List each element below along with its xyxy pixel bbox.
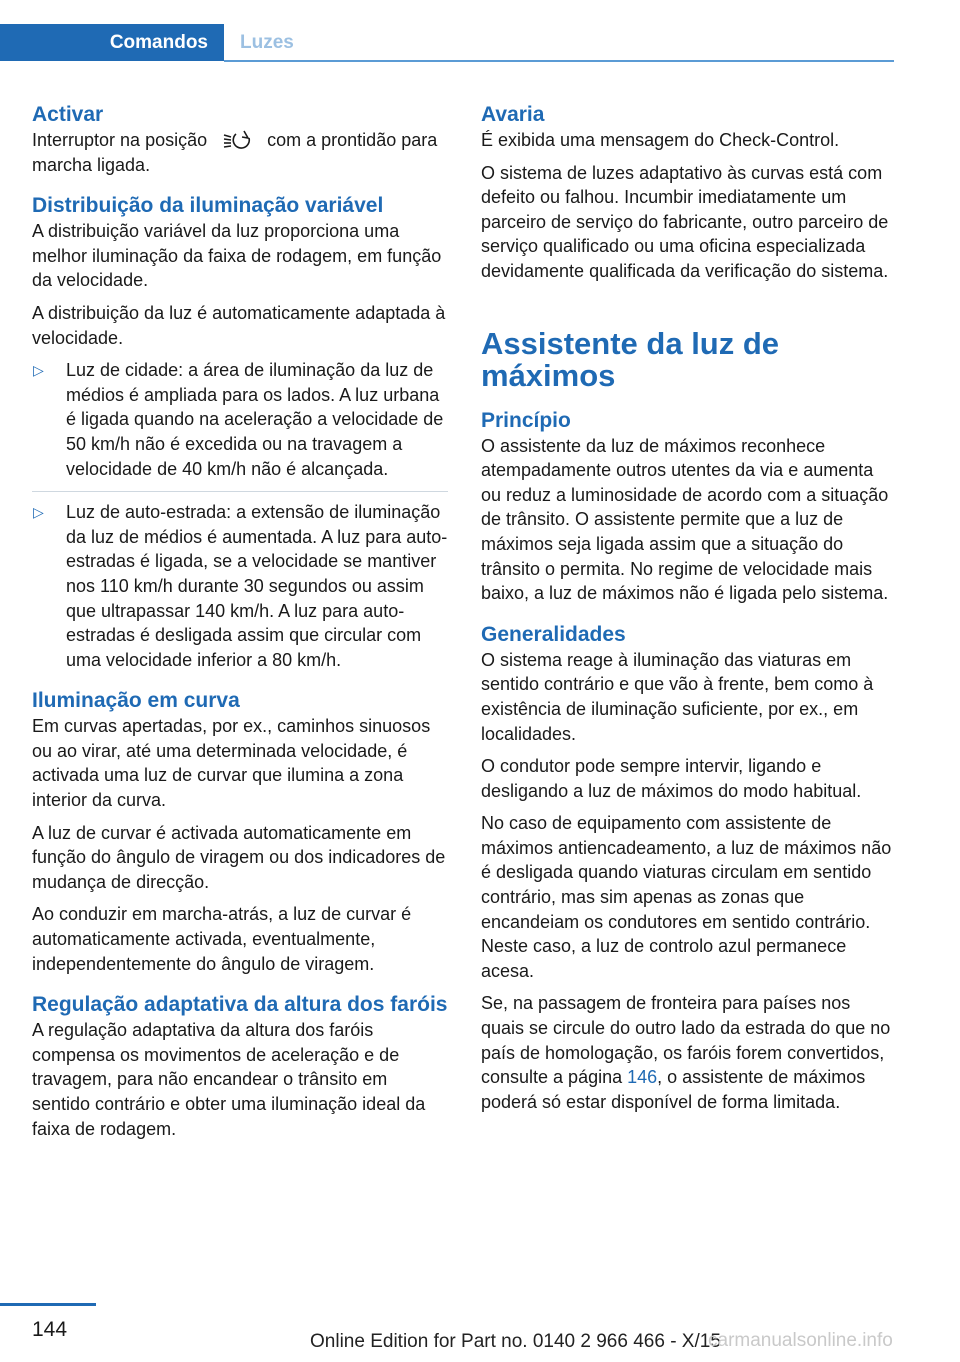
paragraph: É exibida uma mensagem do Check-Control.: [481, 130, 840, 150]
text: Se, na passagem de fronteira para países nos quais se circule do outro lado da estrada do que no país de homologação, os faróis forem convertidos, consulte a página: [481, 993, 891, 1088]
section-title: Avaria: [481, 103, 545, 126]
text: Interruptor na posição: [32, 130, 208, 150]
tab-comandos[interactable]: Comandos: [0, 24, 224, 61]
paragraph: A distribuição variável da luz proporciona uma melhor iluminação da faixa de rodagem, em função da velocidade.: [32, 221, 442, 291]
list-item-text: Luz de auto-estrada: a extensão de iluminação da luz de médios é aumentada. A luz para auto-estradas é ligada, se a velocidade se mantiver nos 110 km/h durante 30 segundos ou assim que ultrapassar 140 km/h. A luz para auto-estradas é desligada assim que circular com uma velocidade inferior a 80 km/h.: [66, 502, 448, 670]
text: com a prontidão para marcha ligada.: [32, 130, 438, 175]
list-item: [32, 358, 448, 492]
edition-note: Online Edition for Part no. 0140 2 966 466 - X/15: [310, 1331, 721, 1352]
header-divider: [224, 60, 894, 62]
paragraph: O assistente da luz de máximos reconhece atempadamente outros utentes da via e aumenta ou reduz a luminosidade de acordo com a situação de trânsito. O assistente permite que a luz de máximos seja ligada assim que a situação do trânsito o permita. No regime de velocidade mais baixo, a luz de máximos não é ligada pelo sistema.: [481, 435, 889, 604]
paragraph: [481, 991, 897, 1114]
tab-luzes[interactable]: Luzes: [240, 31, 294, 53]
section-generalidades: [481, 622, 897, 1115]
list-item: [32, 500, 448, 672]
section-title: Regulação adaptativa da altura dos faróis: [32, 993, 448, 1017]
paragraph: O condutor pode sempre intervir, ligando e desligando a luz de máximos do modo habitual.: [481, 756, 862, 801]
paragraph: Em curvas apertadas, por ex., caminhos sinuosos ou ao virar, até uma determinada velocidade, é activada uma luz de curvar que ilumina a zona interior da curva.: [32, 716, 431, 811]
left-column: [32, 102, 448, 1157]
footer-divider: [0, 1303, 96, 1306]
section-title: Distribuição da iluminação variável: [32, 194, 384, 218]
paragraph: A luz de curvar é activada automaticamente em função do ângulo de viragem ou dos indicadores de mudança de direcção.: [32, 822, 446, 892]
page-header: [0, 0, 960, 62]
paragraph: O sistema de luzes adaptativo às curvas está com defeito ou falhou. Incumbir imediatamente um parceiro de serviço do fabricante, outro parceiro de serviço qualificado ou uma oficina especializada devidamente qualificada da verificação do sistema.: [481, 162, 889, 281]
paragraph: O sistema reage à iluminação das viaturas em sentido contrário e que vão à frente, bem como à existência de iluminação suficiente, por ex., em localidades.: [481, 649, 874, 744]
section-title: Activar: [32, 103, 104, 126]
paragraph: A regulação adaptativa da altura dos faróis compensa os movimentos de aceleração e de travagem, para não encandear o trânsito em sentido contrário e obter uma iluminação ideal da faixa de rodagem.: [32, 1020, 426, 1139]
triangle-bullet-icon: ▷: [33, 362, 44, 379]
section-distribuicao: [32, 193, 448, 672]
section-title: Iluminação em curva: [32, 689, 240, 713]
text: , o assistente de máximos poderá só estar disponível de forma limitada.: [481, 1067, 866, 1112]
paragraph: Ao conduzir em marcha-atrás, a luz de curvar é automaticamente activada, eventualmente, independentemente do ângulo de viragem.: [32, 904, 412, 974]
section-title: Generalidades: [481, 622, 626, 646]
section-avaria: [481, 102, 897, 284]
chapter-title: Assistente da luz de máximos: [481, 325, 780, 393]
paragraph: A distribuição da luz é automaticamente adaptada à velocidade.: [32, 302, 446, 348]
page-number: 144: [32, 1318, 68, 1341]
list-item-text: Luz de cidade: a área de iluminação da luz de médios é ampliada para os lados. A luz urbana é ligada quando na aceleração a velocidade de 50 km/h não é excedida ou na travagem a velocidade de 40 km/h não é alcançada.: [66, 360, 444, 479]
section-activar: [32, 102, 448, 177]
right-column: [481, 102, 897, 1130]
watermark: carmanualsonline.info: [708, 1330, 893, 1351]
bullet-list: [32, 358, 448, 672]
section-principio: [481, 408, 897, 606]
page-reference-link[interactable]: 146: [627, 1067, 658, 1088]
headlight-auto-switch-icon: [222, 130, 252, 150]
section-iluminacao-curva: [32, 688, 448, 976]
spacer: [481, 300, 897, 328]
paragraph: No caso de equipamento com assistente de máximos antiencadeamento, a luz de máximos não é desligada quando viaturas circulam em sentido contrário, mas sim apenas as zonas que encandeiam os condutores em sentido contrário. Neste caso, a luz de controlo azul permanece acesa.: [481, 813, 892, 981]
section-regulacao: [32, 992, 448, 1141]
paragraph: [32, 128, 448, 177]
triangle-bullet-icon: ▷: [33, 504, 44, 521]
section-title: Princípio: [481, 408, 571, 432]
